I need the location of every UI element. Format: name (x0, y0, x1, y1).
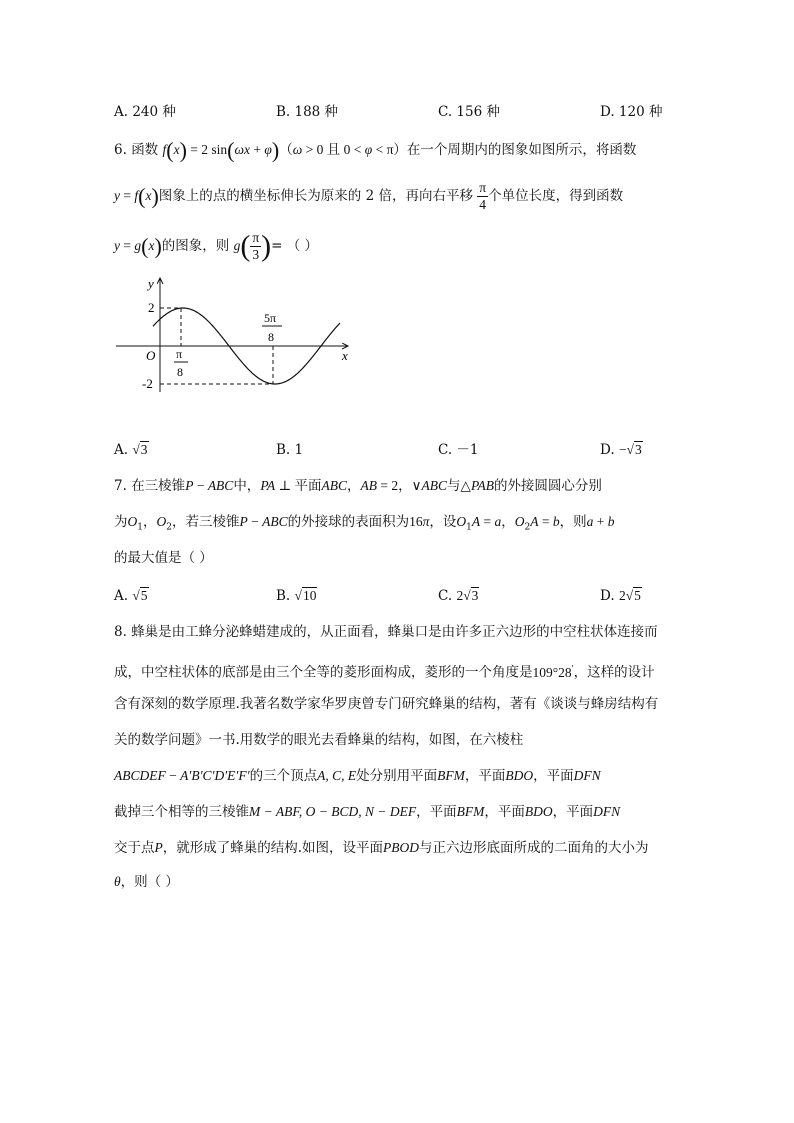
q7-option-c: C. 2√3 (438, 588, 479, 604)
q8-line5: ABCDEF − A′B′C′D′E′F′的三个顶点A, C, E处分别用平面BFM，平面BDO，平面DFN (114, 768, 601, 784)
q6-number: 6. (114, 142, 127, 158)
q7-option-b: B. √10 (276, 588, 317, 604)
q6-line1: 6. 函数 f(x) = 2 sin(ωx + φ)（ω > 0 且 0 < φ < π）在一个周期内的图象如图所示，将函数 (114, 137, 637, 163)
x-axis-label: x (342, 348, 348, 363)
q8-line8: θ，则（ ） (114, 874, 179, 890)
q7-line1: 7. 在三棱锥P − ABC中，PA ⊥ 平面ABC，AB = 2，∨ABC与△PAB的外接圆圆心分别 (114, 478, 602, 494)
q8-line2: 成，中空柱状体的底部是由三个全等的菱形面构成，菱形的一个角度是109°28′，这样的设计 (114, 663, 655, 681)
q8-line6: 截掉三个相等的三棱锥M − ABF, O − BCD, N − DEF，平面BFM，平面BDO，平面DFN (114, 804, 621, 820)
q5-option-c: C. 156 种 (438, 104, 500, 120)
q8-line1: 8. 蜂巢是由工蜂分泌蜂蜡建成的，从正面看，蜂巢口是由许多正六边形的中空柱状体连接而 (114, 624, 658, 640)
q5-option-a: A. 240 种 (114, 104, 176, 120)
q5-option-b: B. 188 种 (276, 104, 339, 120)
x-peak-num: π (176, 347, 183, 361)
q7-line2: 为$O_1$，$O_2$，若三棱锥P − ABC的外接球的表面积为16π，设$O_1A = a$，$O_2A = b$，则a + b (114, 514, 615, 533)
q6-option-b: B. 1 (276, 442, 304, 458)
q6-option-a: A. √3 (114, 442, 148, 458)
q6-option-c: C. －1 (438, 442, 479, 458)
y-min-label: -2 (142, 376, 153, 391)
x-trough-den: 8 (268, 330, 274, 344)
q7-number: 7. (114, 478, 127, 494)
y-axis-label: y (148, 276, 154, 291)
q6-line3: y = g(x)的图象，则 g( $\frac{\pi}{3}$ )= （ ） (114, 229, 319, 263)
q7-option-d: D. 2√5 (600, 588, 641, 604)
y-max-label: 2 (148, 300, 155, 315)
q8-line3: 含有深刻的数学原理.我著名数学家华罗庚曾专门研究蜂巢的结构，著有《谈谈与蜂房结构有 (114, 696, 659, 712)
q8-number: 8. (114, 624, 127, 640)
q6-option-d: D. −√3 (600, 442, 642, 458)
q5-option-d: D. 120 种 (600, 104, 663, 120)
x-peak-den: 8 (177, 365, 183, 379)
x-trough-num: 5π (264, 311, 277, 325)
q7-line3: 的最大值是（ ） (114, 550, 213, 566)
q8-line7: 交于点P，就形成了蜂巢的结构.如图，设平面PBOD与正六边形底面所成的二面角的大小为 (114, 840, 649, 856)
q8-line4: 关的数学问题》一书.用数学的眼光去看蜂巢的结构，如图，在六棱柱 (114, 732, 524, 748)
origin-label: O (146, 348, 156, 363)
q6-line2: y = f(x)图象上的点的横坐标伸长为原来的 2 倍，再向右平移 $\frac{\pi}{4}$ 个单位长度，得到函数 (114, 180, 624, 212)
sine-graph (108, 270, 368, 400)
q7-option-a: A. √5 (114, 588, 148, 604)
